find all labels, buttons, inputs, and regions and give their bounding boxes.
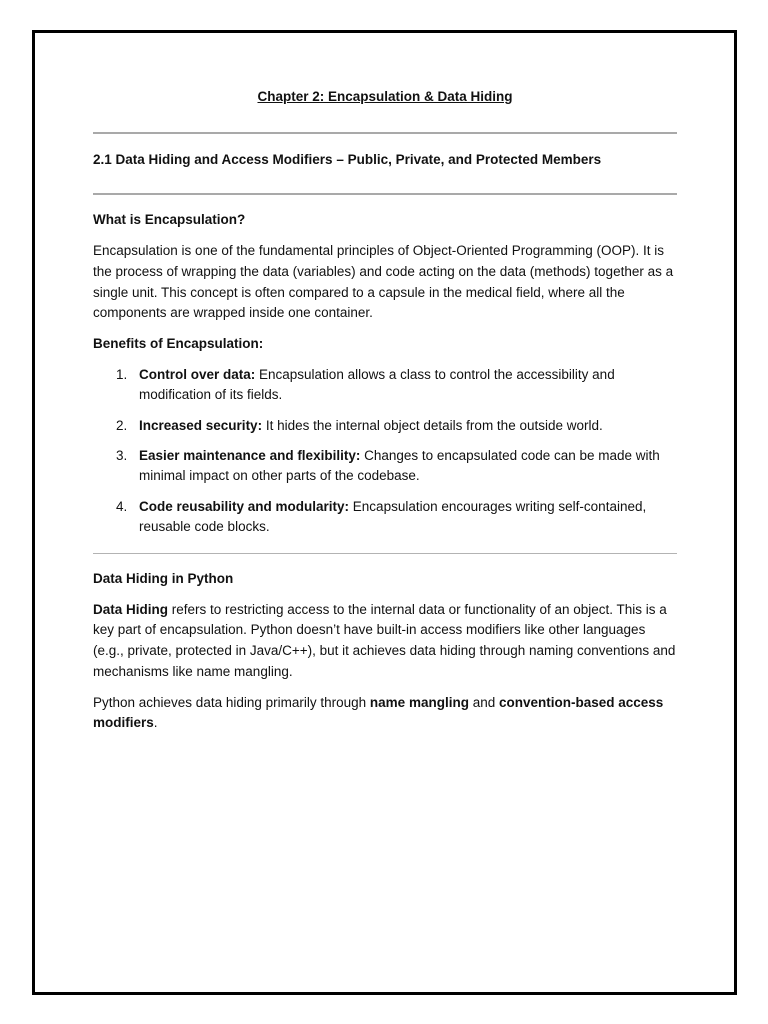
list-item-text: It hides the internal object details from the outside world. (262, 417, 603, 433)
list-item-term: Easier maintenance and flexibility: (139, 447, 361, 463)
chapter-title: Chapter 2: Encapsulation & Data Hiding (257, 89, 513, 104)
what-is-paragraph: Encapsulation is one of the fundamental principles of Object-Oriented Programming (OOP). It is the process of wrapping the data (variables) and code acting on the data (methods) together as a single unit. This concept is often compared to a capsule in the medical field, where all the components are wrapped inside one container. (93, 243, 674, 321)
benefits-heading: Benefits of Encapsulation: (93, 335, 264, 351)
list-number: 1. (116, 366, 128, 382)
page-border-bottom-rule (32, 992, 737, 994)
list-item-text: Encapsulation encourages writing self-contained, reusable code blocks. (139, 498, 647, 535)
name-mangling-paragraph (93, 693, 677, 734)
data-hiding-heading: Data Hiding in Python (93, 571, 234, 587)
horizontal-rule (93, 553, 677, 554)
horizontal-rule (93, 193, 677, 195)
paragraph-suffix: . (153, 715, 158, 731)
document-content (93, 84, 677, 734)
list-item-term: Code reusability and modularity: (139, 498, 350, 514)
list-item-text: Encapsulation allows a class to control the accessibility and modification of its fields. (139, 366, 615, 403)
what-is-heading: What is Encapsulation? (93, 212, 246, 228)
paragraph-connector: and (468, 694, 499, 710)
data-hiding-term: Data Hiding (93, 601, 169, 617)
list-item (93, 416, 677, 437)
list-number: 2. (116, 417, 128, 433)
name-mangling-term: name mangling (369, 694, 469, 710)
list-item (93, 497, 677, 538)
data-hiding-paragraph (93, 600, 677, 683)
list-item-term: Increased security: (139, 417, 263, 433)
list-item-term: Control over data: (139, 366, 256, 382)
section-title: 2.1 Data Hiding and Access Modifiers – Public, Private, and Protected Members (93, 151, 602, 167)
list-number: 4. (116, 498, 128, 514)
list-item (93, 446, 677, 487)
list-number: 3. (116, 447, 128, 463)
list-item (93, 365, 677, 406)
paragraph-prefix: Python achieves data hiding primarily through (93, 694, 370, 710)
access-modifiers-term: convention-based access modifiers (93, 694, 664, 731)
data-hiding-text: refers to restricting access to the internal data or functionality of an object. This is a key part of encapsulation. Python doesn’t have built-in access modifiers like other languages (e.g., private, protected in Java/C++), but it achieves data hiding through naming conventions and mechanisms like name mangling. (93, 601, 676, 679)
benefits-list (93, 365, 677, 538)
list-item-text: Changes to encapsulated code can be made with minimal impact on other parts of the codebase. (139, 447, 660, 484)
horizontal-rule (93, 132, 677, 134)
